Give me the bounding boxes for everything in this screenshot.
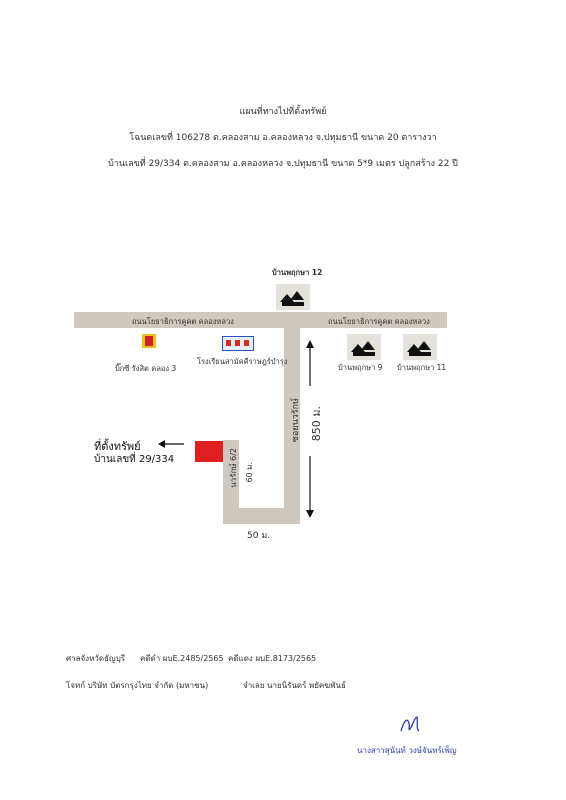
distance-60-label: 60 ม. xyxy=(245,462,254,483)
distance-50-label: 50 ม. xyxy=(247,531,271,541)
distance-850-label: 850 ม. xyxy=(310,406,323,442)
bigc-logo-icon xyxy=(142,334,156,348)
soi-main-label: ซอยนวรักษ์ xyxy=(291,398,301,443)
village-11-house-icon xyxy=(403,334,437,360)
signature-mark xyxy=(398,713,422,735)
signer-name: นางสาวสุนันท์ วงษ์จันทร์เพ็ญ xyxy=(357,746,457,755)
black-case-number: คดีดำ ผบE.2485/2565 xyxy=(140,654,224,663)
main-road-label-left: ถนนโยธาธิการคูคต คลองหลวง xyxy=(132,317,234,326)
document-title: แผนที่ทางไปที่ตั้งทรัพย์ xyxy=(239,107,327,117)
village-12-house-icon xyxy=(276,284,310,310)
property-house-number: บ้านเลขที่ 29/334 xyxy=(94,454,175,465)
soi-branch-label: นวรักษ์ 6/2 xyxy=(229,448,238,488)
village-11-label: บ้านพฤกษา 11 xyxy=(397,363,447,372)
village-9-label: บ้านพฤกษา 9 xyxy=(338,363,383,372)
house-info: บ้านเลขที่ 29/334 ต.คลองสาม อ.คลองหลวง จ.ปทุมธานี ขนาด 5*9 เมตร ปลูกสร้าง 22 ปี xyxy=(108,159,458,169)
main-road-label-right: ถนนโยธาธิการคูคต คลองหลวง xyxy=(328,317,430,326)
red-case-number: คดีแดง ผบE.8173/2565 xyxy=(228,654,317,663)
court-name: ศาลจังหวัดธัญบุรี xyxy=(66,654,126,663)
distance-850-arrow-icon xyxy=(301,338,319,520)
property-marker xyxy=(195,441,223,462)
village-12-label: บ้านพฤกษา 12 xyxy=(272,268,323,277)
property-arrow-icon xyxy=(157,438,185,450)
defendant: จำเลย นายนิรันดร์ พยัคฆพันธ์ xyxy=(243,681,346,690)
school-building-icon xyxy=(222,336,254,351)
property-label: ที่ตั้งทรัพย์ xyxy=(94,440,141,453)
deed-info: โฉนดเลขที่ 106278 ต.คลองสาม อ.คลองหลวง จ.ปทุมธานี ขนาด 20 ตารางวา xyxy=(129,133,437,143)
bigc-label: บิ๊กซี รังสิต คลอง 3 xyxy=(115,364,177,373)
plaintiff: โจทก์ บริษัท บัตรกรุงไทย จำกัด (มหาชน) xyxy=(66,681,209,690)
school-label: โรงเรียนสามัคคีราษฎร์บำรุง xyxy=(197,357,288,366)
village-9-house-icon xyxy=(347,334,381,360)
